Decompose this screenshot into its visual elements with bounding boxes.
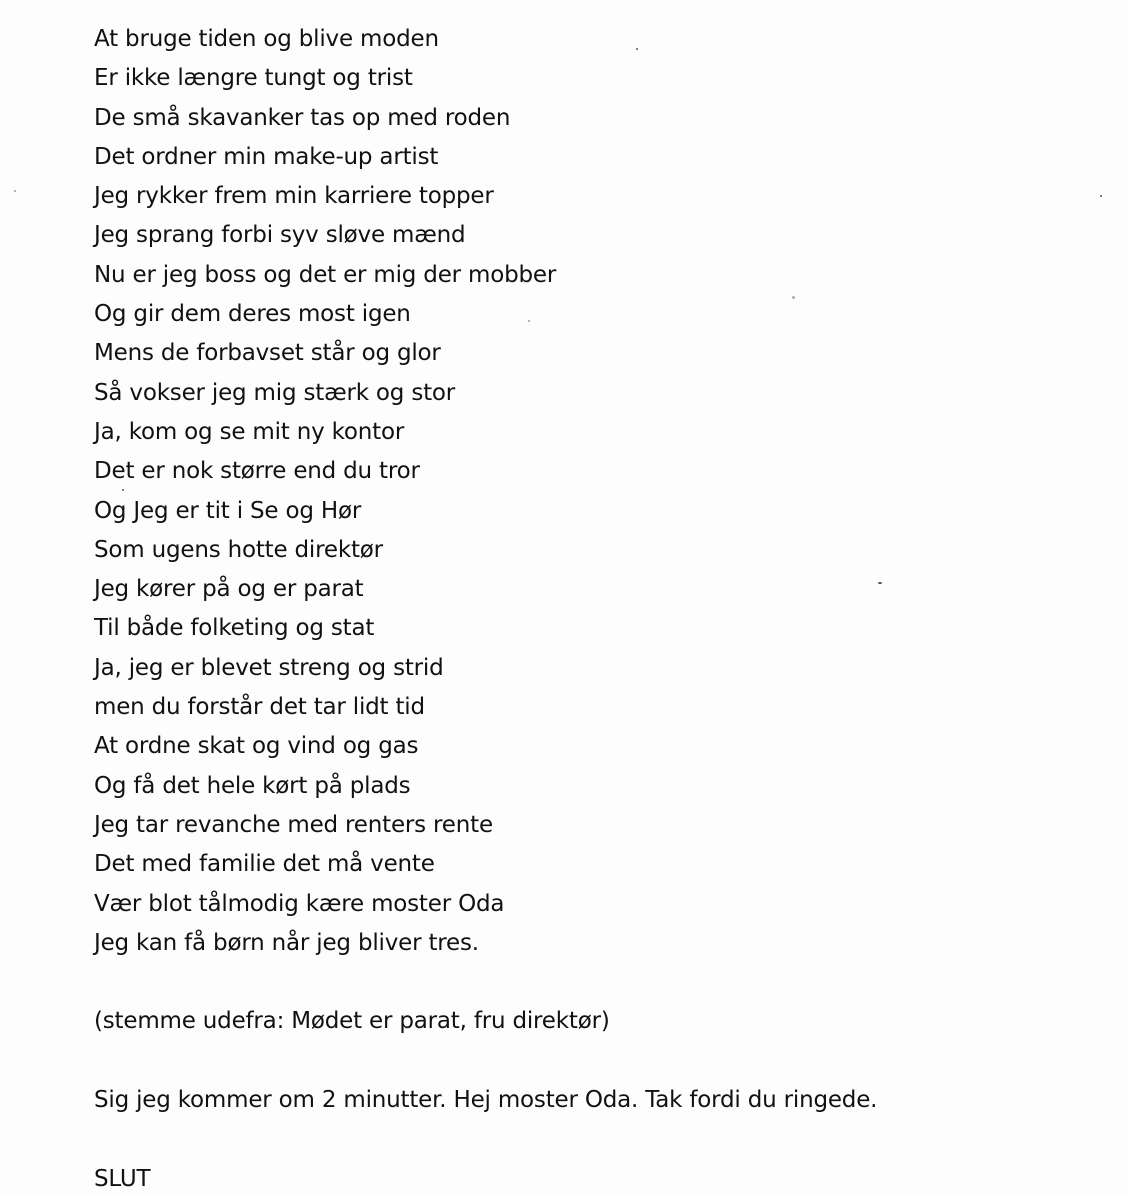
poem-line: De små skavanker tas op med roden [94,104,511,131]
poem [94,20,1094,963]
poem-line: Det er nok større end du tror [94,458,420,485]
poem-line: men du forstår det tar lidt tid [94,694,425,721]
scan-speck [528,320,530,322]
poem-line: Jeg kører på og er parat [94,576,364,603]
scan-speck [1100,195,1102,197]
scan-speck [636,48,638,50]
poem-line: At bruge tiden og blive moden [94,26,439,52]
end-marker: SLUT [94,1165,151,1192]
spacer [94,1042,1094,1081]
poem-line: Jeg sprang forbi syv sløve mænd [94,222,466,249]
scan-speck [122,489,124,491]
poem-line: Det ordner min make-up artist [94,143,439,170]
spacer [94,963,1094,1002]
poem-line: Mens de forbavset står og glor [94,340,441,367]
poem-line: Det med familie det må vente [94,851,435,878]
scan-speck [792,296,795,299]
poem-line: Som ugens hotte direktør [94,536,383,563]
closing-line: Sig jeg kommer om 2 minutter. Hej moster Oda. Tak fordi du ringede. [94,1087,878,1114]
spacer [94,1120,1094,1159]
poem-line: Og få det hele kørt på plads [94,772,411,799]
scan-speck [14,190,16,192]
poem-line: Så vokser jeg mig stærk og stor [94,379,456,406]
scan-speck [878,582,882,584]
poem-line: Ja, jeg er blevet streng og strid [94,654,444,681]
poem-line: Nu er jeg boss og det er mig der mobber [94,261,557,288]
poem-line: Vær blot tålmodig kære moster Oda [94,890,505,917]
stage-direction: (stemme udefra: Mødet er parat, fru direktør) [94,1008,610,1035]
poem-line: Er ikke længre tungt og trist [94,65,413,92]
poem-line: Jeg rykker frem min karriere topper [94,183,494,210]
poem-line: Jeg kan få børn når jeg bliver tres. [94,929,479,956]
poem-line: Ja, kom og se mit ny kontor [94,418,405,445]
poem-line: Og gir dem deres most igen [94,301,411,328]
poem-line: At ordne skat og vind og gas [94,733,419,760]
poem-line: Jeg tar revanche med renters rente [94,811,493,838]
poem-line: Til både folketing og stat [94,615,375,642]
poem-line: Og Jeg er tit i Se og Hør [94,497,362,524]
text-block [94,20,1094,1199]
